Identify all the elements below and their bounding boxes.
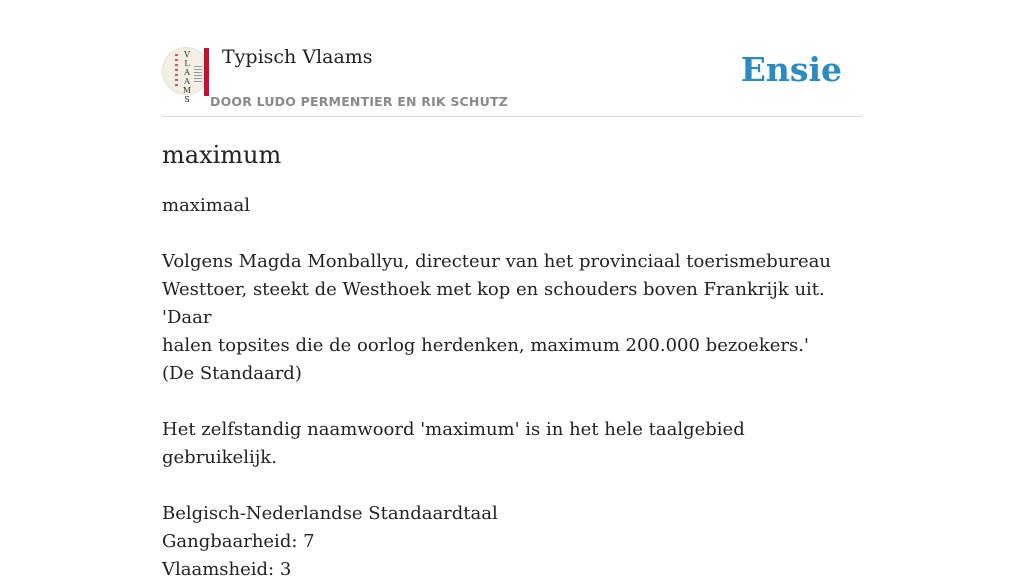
example-line: Westtoer, steekt de Westhoek met kop en schouders boven Frankrijk uit. 'Daar — [162, 279, 825, 328]
article-title: maximum — [162, 141, 282, 169]
avatar-letter: L — [184, 59, 190, 68]
blog-title[interactable]: Typisch Vlaams — [222, 46, 373, 68]
blog-byline: DOOR LUDO PERMENTIER EN RIK SCHUTZ — [210, 94, 508, 109]
avatar-letter: A — [184, 77, 190, 86]
avatar-small-text — [194, 66, 202, 82]
avatar-letter: V — [184, 50, 190, 59]
paragraph-gap — [162, 388, 862, 416]
article — [162, 138, 862, 584]
gangbaarheid-line: Gangbaarheid: 7 — [162, 531, 315, 552]
site-header — [162, 44, 862, 117]
avatar-logo-text — [182, 50, 192, 104]
ensie-logo[interactable]: Ensie — [740, 50, 842, 89]
definition-line: maximaal — [162, 195, 250, 216]
avatar-letter: S — [184, 95, 190, 104]
article-body — [162, 192, 862, 584]
example-source: (De Standaard) — [162, 363, 302, 384]
blog-avatar[interactable] — [162, 47, 210, 104]
language-label: Belgisch-Nederlandse Standaardtaal — [162, 503, 498, 524]
example-line: halen topsites die de oorlog herdenken, maximum 200.000 bezoekers.' — [162, 335, 809, 356]
avatar-letter: M — [182, 86, 192, 95]
avatar-decoration — [175, 54, 178, 88]
vlaamsheid-line: Vlaamsheid: 3 — [162, 559, 292, 580]
paragraph-gap — [162, 472, 862, 500]
usage-note: Het zelfstandig naamwoord 'maximum' is in het hele taalgebied gebruikelijk. — [162, 419, 745, 468]
paragraph-gap — [162, 220, 862, 248]
avatar-letter: A — [184, 68, 190, 77]
example-line: Volgens Magda Monballyu, directeur van het provinciaal toerismebureau — [162, 251, 831, 272]
avatar-red-stripe — [204, 48, 209, 96]
